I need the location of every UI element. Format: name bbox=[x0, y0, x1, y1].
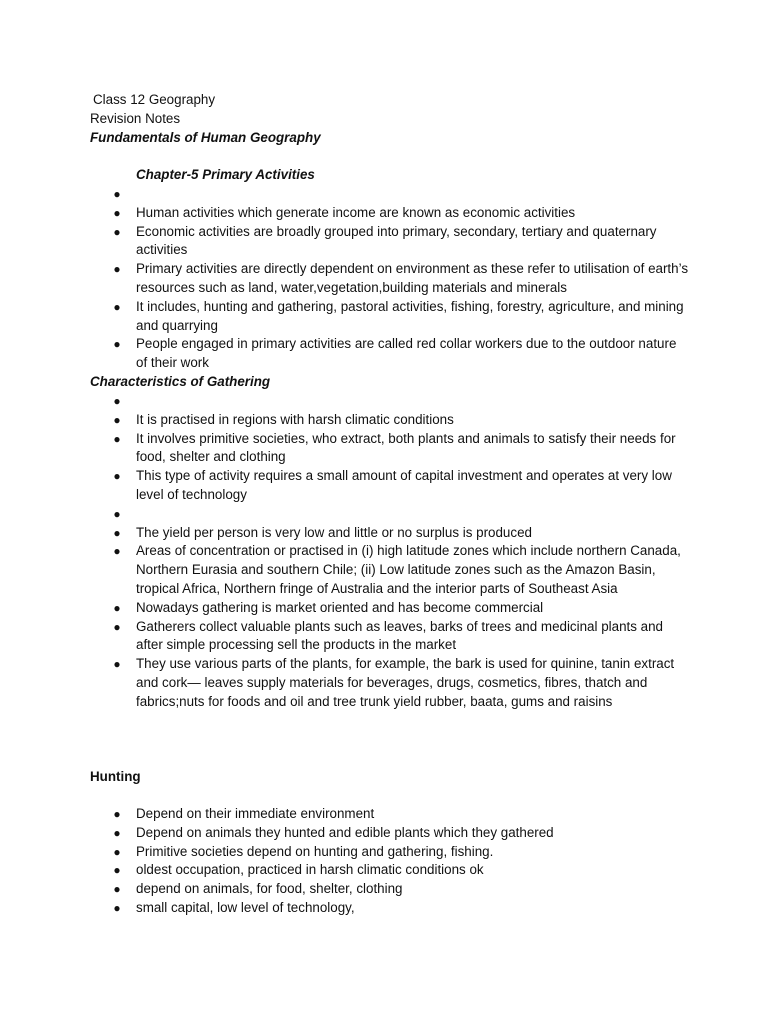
list-item bbox=[110, 411, 690, 430]
list-item-text: Nowadays gathering is market oriented and has become commercial bbox=[136, 599, 544, 615]
list-item bbox=[110, 505, 690, 524]
list-item-text: People engaged in primary activities are called red collar workers due to the outdoor nature of their work bbox=[136, 336, 677, 371]
bullet-icon: ● bbox=[113, 224, 121, 239]
hunting-heading: Hunting bbox=[90, 769, 141, 784]
list-item bbox=[110, 392, 690, 411]
list-item-text: Economic activities are broadly grouped into primary, secondary, tertiary and quaternary activities bbox=[136, 223, 657, 258]
list-item-text: depend on animals, for food, shelter, clothing bbox=[136, 881, 403, 897]
list-item-text: Primitive societies depend on hunting and gathering, fishing. bbox=[136, 843, 494, 859]
class-line: Class 12 Geography bbox=[93, 92, 216, 107]
list-item bbox=[110, 467, 690, 505]
bullet-icon: ● bbox=[113, 469, 121, 484]
bullet-icon: ● bbox=[113, 900, 121, 915]
primary-activities-list bbox=[110, 185, 690, 373]
bullet-icon: ● bbox=[113, 187, 121, 201]
list-item-text: Gatherers collect valuable plants such as leaves, barks of trees and medicinal plants and after simple processing sell the products in the market bbox=[136, 618, 663, 653]
list-item-text: Depend on their immediate environment bbox=[136, 806, 375, 821]
list-item-text: Areas of concentration or practised in (i) high latitude zones which include northern Canada, Northern Eurasia and southern Chile; (ii) Low latitude zones such as the Amazon Basin, tropical Africa, Northern fringe of Australia and the interior parts of Southeast Asia bbox=[136, 543, 681, 596]
bullet-icon: ● bbox=[113, 394, 121, 408]
list-item bbox=[110, 204, 690, 223]
list-item-text: Depend on animals they hunted and edible plants which they gathered bbox=[136, 824, 554, 840]
list-item bbox=[110, 524, 690, 543]
revision-notes-line: Revision Notes bbox=[90, 111, 181, 126]
list-item bbox=[110, 430, 690, 468]
bullet-icon: ● bbox=[113, 657, 121, 672]
list-item bbox=[110, 335, 690, 373]
bullet-icon: ● bbox=[113, 544, 121, 559]
list-item-text: It is practised in regions with harsh climatic conditions bbox=[136, 411, 454, 427]
bullet-icon: ● bbox=[113, 299, 121, 314]
list-item bbox=[110, 880, 690, 899]
bullet-icon: ● bbox=[113, 431, 121, 446]
bullet-icon: ● bbox=[113, 262, 121, 277]
list-item-text: Primary activities are directly dependent on environment as these refer to utilisation of earth’s resources such as land, water,vegetation,building materials and minerals bbox=[136, 261, 689, 295]
bullet-icon: ● bbox=[113, 807, 121, 821]
list-item-text: It includes, hunting and gathering, pastoral activities, fishing, forestry, agriculture, and mining and quarrying bbox=[136, 298, 684, 333]
list-item bbox=[110, 824, 690, 843]
list-item-text: The yield per person is very low and little or no surplus is produced bbox=[136, 524, 532, 540]
list-item-text: oldest occupation, practiced in harsh climatic conditions ok bbox=[136, 862, 484, 878]
list-item-text: This type of activity requires a small amount of capital investment and operates at very low level of technology bbox=[136, 468, 672, 502]
list-item bbox=[110, 599, 690, 618]
gathering-list bbox=[110, 392, 690, 712]
gathering-heading: Characteristics of Gathering bbox=[90, 374, 271, 389]
bullet-icon: ● bbox=[113, 600, 121, 615]
list-item-text: small capital, low level of technology, bbox=[136, 899, 355, 915]
bullet-icon: ● bbox=[113, 825, 121, 840]
list-item bbox=[110, 298, 690, 336]
list-item-text: Human activities which generate income are known as economic activities bbox=[136, 204, 576, 220]
list-item bbox=[110, 655, 690, 711]
list-item-text: It involves primitive societies, who extract, both plants and animals to satisfy their needs for food, shelter and clothing bbox=[136, 430, 676, 465]
bullet-icon: ● bbox=[113, 525, 121, 540]
list-item bbox=[110, 618, 690, 656]
bullet-icon: ● bbox=[113, 619, 121, 634]
list-item bbox=[110, 861, 690, 880]
list-item bbox=[110, 223, 690, 261]
list-item bbox=[110, 542, 690, 598]
list-item bbox=[110, 805, 690, 824]
list-item bbox=[110, 185, 690, 204]
list-item-text: They use various parts of the plants, for example, the bark is used for quinine, tanin extract and cork— leaves supply materials for beverages, drugs, cosmetics, fibres, thatch and fabrics;nuts for foods and oil and tree trunk yield rubber, baata, gums and raisins bbox=[136, 656, 675, 709]
bullet-icon: ● bbox=[113, 337, 121, 352]
bullet-icon: ● bbox=[113, 205, 121, 220]
bullet-icon: ● bbox=[113, 412, 121, 427]
bullet-icon: ● bbox=[113, 844, 121, 859]
list-item bbox=[110, 899, 690, 918]
bullet-icon: ● bbox=[113, 882, 121, 897]
list-item bbox=[110, 843, 690, 862]
book-title: Fundamentals of Human Geography bbox=[90, 130, 321, 145]
bullet-icon: ● bbox=[113, 863, 121, 878]
hunting-list bbox=[110, 805, 690, 918]
list-item bbox=[110, 260, 690, 298]
bullet-icon: ● bbox=[113, 506, 121, 521]
chapter-title: Chapter-5 Primary Activities bbox=[136, 167, 315, 182]
